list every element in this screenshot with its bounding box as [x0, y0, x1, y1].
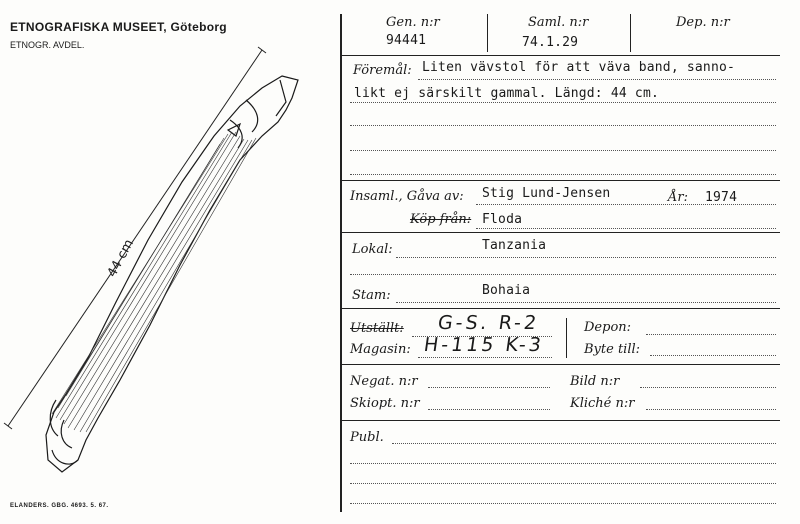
year-label: År:: [668, 190, 688, 205]
dep-label: Dep. n:r: [676, 15, 730, 30]
lokal-value: Tanzania: [482, 238, 547, 253]
foremal-line1: Liten vävstol för att väva band, sanno-: [422, 60, 736, 75]
foremal-label: Föremål:: [353, 63, 412, 78]
insaml-label: Insaml., Gåva av:: [350, 189, 464, 204]
lokal-label: Lokal:: [352, 242, 393, 257]
negat-label: Negat. n:r: [350, 374, 418, 389]
card-left-border: [340, 14, 342, 512]
saml-value: 74.1.29: [522, 35, 579, 50]
saml-label: Saml. n:r: [528, 15, 589, 30]
magasin-value: H-115 K-3: [422, 334, 546, 356]
printer-mark: ELANDERS. GBG. 4693. 5. 67.: [10, 503, 109, 509]
stam-label: Stam:: [352, 288, 391, 303]
measure-label: [105, 237, 137, 280]
measure-line: [8, 50, 262, 426]
year-value: 1974: [705, 190, 738, 205]
museum-name: ETNOGRAFISKA MUSEET, Göteborg: [10, 20, 227, 34]
kop-value: Floda: [482, 212, 523, 227]
utstallt-label: Utställt:: [350, 321, 404, 336]
loom-drawing: [0, 40, 300, 510]
publ-label: Publ.: [350, 430, 384, 445]
depon-label: Depon:: [584, 320, 632, 335]
foremal-line2: likt ej särskilt gammal. Längd: 44 cm.: [354, 86, 660, 101]
kop-label: Köp från:: [410, 212, 472, 227]
bild-label: Bild n:r: [570, 374, 620, 389]
gen-value: 94441: [386, 33, 427, 48]
byte-label: Byte till:: [584, 342, 641, 357]
department-label: ETNOGR. AVDEL.: [10, 40, 85, 50]
utstallt-value: G-S. R-2: [436, 312, 541, 334]
svg-text:44 cm: 44 cm: [104, 236, 138, 280]
magasin-label: Magasin:: [350, 342, 411, 357]
stam-value: Bohaia: [482, 283, 531, 298]
gen-label: Gen. n:r: [386, 15, 440, 30]
cliche-label: Kliché n:r: [570, 396, 635, 411]
donor-value: Stig Lund-Jensen: [482, 186, 611, 201]
skiopt-label: Skiopt. n:r: [350, 396, 420, 411]
